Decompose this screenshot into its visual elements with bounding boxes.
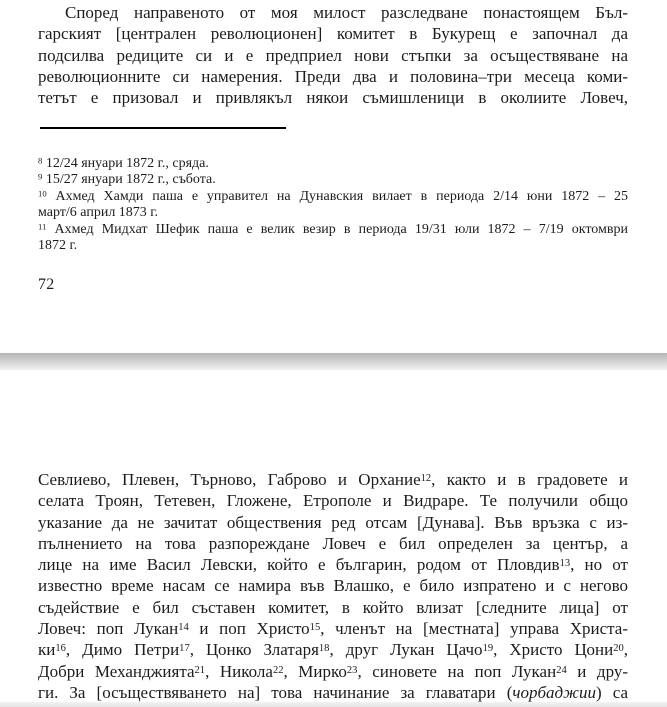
text-line: известно време насам се намира във Влашко, е било изпратено и с негово xyxy=(38,576,628,596)
text-line: ги. За [осъществяването на] това начинание за главатари (чорбаджии) са xyxy=(38,682,628,702)
text-line: съдействие е бил съставен комитет, в който влизат [следните лица] от xyxy=(38,597,628,617)
text-line: революционните си намерения. Преди два и половина–три месеца коми- xyxy=(38,66,628,86)
text-line: пълнението на това разпореждане Ловеч е бил определен за център, а xyxy=(38,533,628,553)
page-bottom-body-paragraph xyxy=(38,469,628,703)
text-line: Севлиево, Плевен, Търново, Габрово и Орхание$^{12}$, както и в градовете и xyxy=(38,470,628,489)
text-line: тетът е призовал и привлякъл някои съмишленици в околиите Ловеч, xyxy=(38,88,628,108)
text-line: Ловеч: поп Лукан$^{14}$ и поп Христо$^{15}$, членът на [местната] управа Христа- xyxy=(38,619,628,639)
text-line: лице на име Васил Левски, който е българин, родом от Пловдив$^{13}$, но от xyxy=(38,555,628,575)
text-line: 1872 г. xyxy=(38,238,78,254)
page-number: 72 xyxy=(38,276,55,293)
text-line: март/6 април 1873 г. xyxy=(38,205,158,221)
text-line: селата Троян, Тетевен, Гложене, Етрополе и Видраре. Те получили общо xyxy=(38,491,628,511)
text-line: Добри Механджията$^{21}$, Никола$^{22}$, Мирко$^{23}$, синовете на поп Лукан$^{24}$ и дру- xyxy=(38,661,629,681)
page-gap-shadow xyxy=(0,353,667,370)
text-line: $^{11}$ Ахмед Мидхат Шефик паша е велик везир в периода 19/31 юли 1872 – 7/19 октомври xyxy=(38,221,628,237)
next-page-gap-edge xyxy=(0,702,667,707)
footnotes-block xyxy=(38,156,628,254)
page-top xyxy=(0,0,667,353)
footnote-separator-rule xyxy=(40,127,286,129)
text-line: Според направеното от моя милост разследване понастоящем Бъл- xyxy=(65,3,628,22)
text-line: указание да не зачитат обществения ред отсам [Дунава]. Във връзка с из- xyxy=(38,512,628,532)
page-bottom xyxy=(0,370,667,702)
text-line: $^{10}$ Ахмед Хамди паша е управител на Дунавския вилает в периода 2/14 юни 1872 – 25 xyxy=(38,188,628,204)
text-line: гарският [централен революционен] комитет в Букурещ е започнал да xyxy=(38,24,628,44)
text-line: $^9$ 15/27 януари 1872 г., събота. xyxy=(38,172,216,188)
text-line: $^8$ 12/24 януари 1872 г., сряда. xyxy=(38,155,209,171)
text-line: подсилва редиците си и е предприел нови стъпки за осъществяване на xyxy=(38,45,628,65)
page-top-body-paragraph xyxy=(38,2,628,108)
text-line: $ки^{16}$, Димо Петри$^{17}$, Цонко Златаря$^{18}$, друг Лукан Цачо$^{19}$, Христо Цони$^{20}$, xyxy=(38,640,629,660)
